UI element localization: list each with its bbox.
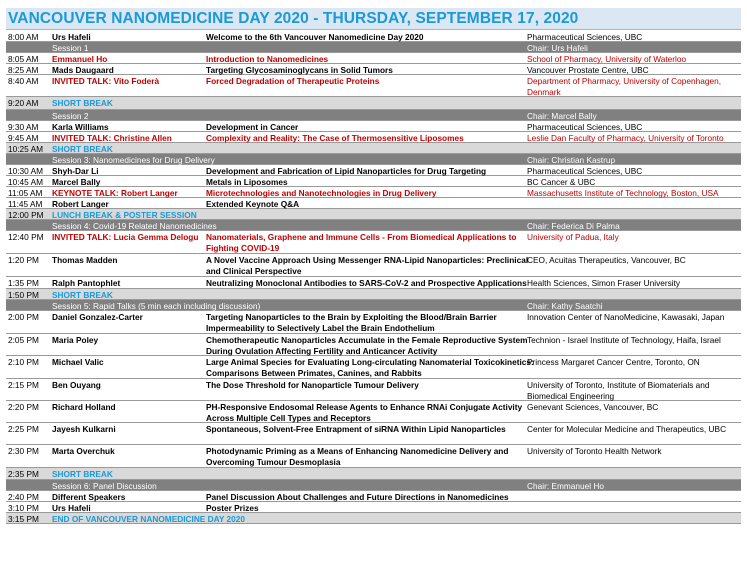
speaker-cell-line: Jayesh Kulkarni bbox=[52, 424, 116, 434]
affiliation-cell-line: Genevant Sciences, Vancouver, BC bbox=[527, 402, 659, 412]
talk-title-cell bbox=[206, 199, 299, 210]
speaker-cell-line: Ben Ouyang bbox=[52, 380, 101, 390]
talk-title-cell-line: PH-Responsive Endosomal Release Agents to Enhance RNAi Conjugate Activity bbox=[206, 402, 523, 412]
talk-title-cell-line: Development and Fabrication of Lipid Nanoparticles for Drug Targeting bbox=[206, 166, 487, 176]
schedule-row bbox=[6, 187, 741, 198]
time-cell-line: 2:30 PM bbox=[8, 446, 39, 456]
talk-title-cell bbox=[206, 65, 393, 76]
speaker-cell-line: INVITED TALK: Lucia Gemma Delogu bbox=[52, 232, 199, 242]
time-cell-line: 10:45 AM bbox=[8, 177, 44, 187]
talk-title-cell-line: Poster Prizes bbox=[206, 503, 259, 513]
affiliation-cell-line: University of Toronto Health Network bbox=[527, 446, 662, 456]
affiliation-cell-line: School of Pharmacy, University of Waterloo bbox=[527, 54, 687, 64]
speaker-cell bbox=[52, 380, 101, 391]
speaker-cell-line: Mads Daugaard bbox=[52, 65, 114, 75]
break-label-cell-line: SHORT BREAK bbox=[52, 98, 113, 108]
session-name-cell-line: Session 2 bbox=[52, 111, 89, 121]
talk-title-cell bbox=[206, 122, 298, 133]
session-chair-cell-line: Chair: Christian Kastrup bbox=[527, 155, 616, 165]
speaker-cell-line: Richard Holland bbox=[52, 402, 116, 412]
break-row bbox=[6, 468, 741, 480]
affiliation-cell-line: Leslie Dan Faculty of Pharmacy, University of Toronto bbox=[527, 133, 724, 143]
speaker-cell bbox=[52, 402, 116, 413]
talk-title-cell-line: Microtechnologies and Nanotechnologies in Drug Delivery bbox=[206, 188, 437, 198]
talk-title-cell bbox=[206, 335, 528, 356]
time-cell bbox=[8, 380, 39, 391]
talk-title-cell bbox=[206, 188, 437, 199]
time-cell-line: 3:10 PM bbox=[8, 503, 39, 513]
affiliation-cell-line: Department of Pharmacy, University of Copenhagen, bbox=[527, 76, 721, 86]
talk-title-cell-line: Forced Degradation of Therapeutic Proteins bbox=[206, 76, 380, 86]
break-label-cell-line: LUNCH BREAK & POSTER SESSION bbox=[52, 210, 197, 220]
break-label-cell bbox=[52, 469, 113, 480]
schedule-row bbox=[6, 176, 741, 187]
time-cell bbox=[8, 424, 39, 435]
speaker-cell bbox=[52, 122, 109, 133]
talk-title-cell bbox=[206, 255, 528, 276]
talk-title-cell-line: Complexity and Reality: The Case of Thermosensitive Liposomes bbox=[206, 133, 464, 143]
speaker-cell bbox=[52, 65, 114, 76]
time-cell-line: 1:35 PM bbox=[8, 278, 39, 288]
break-label-cell-line: END OF VANCOUVER NANOMEDICINE DAY 2020 bbox=[52, 514, 246, 524]
schedule-row bbox=[6, 356, 741, 379]
affiliation-cell bbox=[527, 255, 686, 266]
session-name-cell bbox=[52, 481, 157, 492]
affiliation-cell bbox=[527, 402, 658, 413]
session-chair-cell bbox=[527, 221, 620, 232]
affiliation-cell-line: Pharmaceutical Sciences, UBC bbox=[527, 122, 643, 132]
session-name-cell-line: Session 1 bbox=[52, 43, 89, 53]
schedule-row bbox=[6, 165, 741, 176]
schedule-row bbox=[6, 491, 741, 502]
affiliation-cell bbox=[527, 133, 724, 144]
speaker-cell-line: Karla Williams bbox=[52, 122, 109, 132]
speaker-cell-line: Urs Hafeli bbox=[52, 503, 91, 513]
time-cell-line: 2:35 PM bbox=[8, 469, 39, 479]
time-cell bbox=[8, 65, 38, 76]
session-name-cell bbox=[52, 155, 215, 166]
session-chair-cell bbox=[527, 301, 603, 312]
speaker-cell-line: Daniel Gonzalez-Carter bbox=[52, 312, 143, 322]
break-label-cell-line: SHORT BREAK bbox=[52, 290, 113, 300]
talk-title-cell bbox=[206, 424, 506, 435]
time-cell-line: 10:30 AM bbox=[8, 166, 44, 176]
talk-title-cell-line: Development in Cancer bbox=[206, 122, 299, 132]
time-cell-line: 2:20 PM bbox=[8, 402, 39, 412]
talk-title-cell bbox=[206, 76, 379, 87]
session-name-cell bbox=[52, 111, 88, 122]
talk-title-cell-line: Spontaneous, Solvent-Free Entrapment of siRNA Within Lipid Nanoparticles bbox=[206, 424, 506, 434]
session-chair-cell-line: Chair: Federica Di Palma bbox=[527, 221, 620, 231]
time-cell bbox=[8, 177, 43, 188]
affiliation-cell bbox=[527, 424, 726, 435]
speaker-cell bbox=[52, 255, 117, 266]
session-chair-cell bbox=[527, 481, 604, 492]
time-cell bbox=[8, 188, 42, 199]
affiliation-cell-line: Pharmaceutical Sciences, UBC bbox=[527, 166, 643, 176]
time-cell-line: 11:45 AM bbox=[8, 199, 43, 209]
schedule-table bbox=[6, 31, 741, 524]
time-cell bbox=[8, 166, 43, 177]
time-cell bbox=[8, 232, 44, 243]
speaker-cell bbox=[52, 166, 99, 177]
session-header-row bbox=[6, 480, 741, 491]
session-name-cell bbox=[52, 43, 88, 54]
speaker-cell bbox=[52, 76, 159, 87]
time-cell bbox=[8, 446, 39, 457]
break-label-cell bbox=[52, 514, 245, 525]
affiliation-cell bbox=[527, 177, 595, 188]
time-cell-line: 12:40 PM bbox=[8, 232, 44, 242]
break-label-cell-line: SHORT BREAK bbox=[52, 144, 113, 154]
time-cell-line: 3:15 PM bbox=[8, 514, 39, 524]
talk-title-cell-line: Targeting Nanoparticles to the Brain by Exploiting the Blood/Brain Barrier bbox=[206, 312, 497, 322]
affiliation-cell bbox=[527, 76, 721, 97]
speaker-cell-line: Marta Overchuk bbox=[52, 446, 115, 456]
speaker-cell-line: Emmanuel Ho bbox=[52, 54, 108, 64]
session-name-cell-line: Session 5: Rapid Talks (5 min each including discussion) bbox=[52, 301, 261, 311]
talk-title-cell-line: Targeting Glycosaminoglycans in Solid Tumors bbox=[206, 65, 393, 75]
schedule-row bbox=[6, 121, 741, 132]
time-cell bbox=[8, 210, 44, 221]
talk-title-cell-line-2: Comparisons Between Primates, Canines, and Rabbits bbox=[206, 367, 422, 378]
schedule-row bbox=[6, 277, 741, 289]
session-chair-cell-line: Chair: Marcel Bally bbox=[527, 111, 597, 121]
time-cell-line: 9:30 AM bbox=[8, 122, 39, 132]
speaker-cell bbox=[52, 312, 143, 323]
talk-title-cell-line-2: During Ovulation Affecting Fertility and Anticancer Activity bbox=[206, 345, 438, 356]
break-row bbox=[6, 209, 741, 220]
session-header-row bbox=[6, 154, 741, 165]
break-label-cell bbox=[52, 144, 113, 155]
affiliation-cell-line: BC Cancer & UBC bbox=[527, 177, 596, 187]
time-cell-line: 2:05 PM bbox=[8, 335, 39, 345]
speaker-cell-line: Marcel Bally bbox=[52, 177, 101, 187]
session-header-row bbox=[6, 220, 741, 231]
time-cell-line: 8:05 AM bbox=[8, 54, 39, 64]
talk-title-cell-line: Extended Keynote Q&A bbox=[206, 199, 300, 209]
time-cell bbox=[8, 278, 39, 289]
talk-title-cell bbox=[206, 232, 516, 253]
session-name-cell bbox=[52, 221, 217, 232]
speaker-cell bbox=[52, 424, 116, 435]
affiliation-cell bbox=[527, 335, 721, 346]
affiliation-cell bbox=[527, 446, 662, 457]
break-label-cell bbox=[52, 290, 113, 301]
schedule-row bbox=[6, 132, 741, 143]
talk-title-cell-line-2: and Clinical Perspective bbox=[206, 265, 302, 276]
talk-title-cell-line: Panel Discussion About Challenges and Future Directions in Nanomedicines bbox=[206, 492, 509, 502]
page-title: VANCOUVER NANOMEDICINE DAY 2020 - THURSDAY, SEPTEMBER 17, 2020 bbox=[6, 8, 741, 30]
time-cell bbox=[8, 492, 39, 503]
time-cell bbox=[8, 357, 39, 368]
affiliation-cell-line-2: Biomedical Engineering bbox=[527, 390, 615, 401]
time-cell-line: 10:25 AM bbox=[8, 144, 44, 154]
speaker-cell-line: INVITED TALK: Christine Allen bbox=[52, 133, 172, 143]
time-cell-line: 11:05 AM bbox=[8, 188, 43, 198]
time-cell bbox=[8, 335, 39, 346]
speaker-cell-line: Maria Poley bbox=[52, 335, 99, 345]
talk-title-cell bbox=[206, 492, 509, 503]
talk-title-cell-line: A Novel Vaccine Approach Using Messenger RNA-Lipid Nanoparticles: Preclinical bbox=[206, 255, 529, 265]
speaker-cell bbox=[52, 503, 91, 514]
talk-title-cell-line-2: Across Multiple Cell Types and Receptors bbox=[206, 412, 371, 423]
time-cell bbox=[8, 98, 38, 109]
session-chair-cell bbox=[527, 43, 588, 54]
time-cell-line: 12:00 PM bbox=[8, 210, 44, 220]
talk-title-cell bbox=[206, 278, 527, 289]
session-header-row bbox=[6, 300, 741, 311]
talk-title-cell-line: Nanomaterials, Graphene and Immune Cells - From Biomedical Applications to bbox=[206, 232, 517, 242]
talk-title-cell bbox=[206, 402, 522, 423]
speaker-cell bbox=[52, 278, 120, 289]
time-cell bbox=[8, 32, 38, 43]
speaker-cell bbox=[52, 32, 91, 43]
speaker-cell bbox=[52, 357, 104, 368]
break-label-cell bbox=[52, 98, 113, 109]
time-cell bbox=[8, 290, 39, 301]
talk-title-cell bbox=[206, 177, 288, 188]
time-cell-line: 2:15 PM bbox=[8, 380, 39, 390]
time-cell-line: 9:45 AM bbox=[8, 133, 39, 143]
affiliation-cell bbox=[527, 122, 642, 133]
talk-title-cell-line: Large Animal Species for Evaluating Long-circulating Nanomaterial Toxicokinetics: bbox=[206, 357, 534, 367]
affiliation-cell-line: Massachusetts Institute of Technology, Boston, USA bbox=[527, 188, 719, 198]
talk-title-cell bbox=[206, 446, 508, 467]
session-name-cell-line: Session 3: Nanomedicines for Drug Delivery bbox=[52, 155, 215, 165]
talk-title-cell bbox=[206, 32, 424, 43]
session-chair-cell bbox=[527, 155, 615, 166]
talk-title-cell-line: Neutralizing Monoclonal Antibodies to SARS-CoV-2 and Prospective Applications bbox=[206, 278, 527, 288]
affiliation-cell bbox=[527, 278, 680, 289]
affiliation-cell bbox=[527, 32, 642, 43]
schedule-row bbox=[6, 334, 741, 356]
talk-title-cell bbox=[206, 54, 328, 65]
speaker-cell-line: Shyh-Dar Li bbox=[52, 166, 99, 176]
speaker-cell-line: INVITED TALK: Vito Foderà bbox=[52, 76, 160, 86]
talk-title-cell bbox=[206, 503, 259, 514]
speaker-cell bbox=[52, 232, 198, 243]
time-cell bbox=[8, 469, 39, 480]
affiliation-cell-line: Princess Margaret Cancer Centre, Toronto, ON bbox=[527, 357, 700, 367]
break-label-cell-line: SHORT BREAK bbox=[52, 469, 113, 479]
time-cell-line: 8:25 AM bbox=[8, 65, 39, 75]
talk-title-cell-line-2: Overcoming Tumour Desmoplasia bbox=[206, 456, 341, 467]
speaker-cell bbox=[52, 54, 107, 65]
affiliation-cell-line: Vancouver Prostate Centre, UBC bbox=[527, 65, 649, 75]
schedule-row bbox=[6, 502, 741, 513]
talk-title-cell bbox=[206, 166, 486, 177]
affiliation-cell bbox=[527, 312, 724, 323]
break-row bbox=[6, 143, 741, 154]
speaker-cell-line: KEYNOTE TALK: Robert Langer bbox=[52, 188, 178, 198]
time-cell-line: 1:50 PM bbox=[8, 290, 39, 300]
time-cell bbox=[8, 144, 43, 155]
schedule-row bbox=[6, 254, 741, 277]
affiliation-cell-line: CEO, Acuitas Therapeutics, Vancouver, BC bbox=[527, 255, 686, 265]
session-header-row bbox=[6, 110, 741, 121]
talk-title-cell-line: Metals in Liposomes bbox=[206, 177, 288, 187]
time-cell bbox=[8, 312, 39, 323]
talk-title-cell bbox=[206, 380, 419, 391]
time-cell bbox=[8, 76, 38, 87]
affiliation-cell-line: Technion - Israel Institute of Technology, Haifa, Israel bbox=[527, 335, 721, 345]
affiliation-cell-line: University of Padua, Italy bbox=[527, 232, 619, 242]
schedule-row bbox=[6, 75, 741, 97]
affiliation-cell bbox=[527, 357, 700, 368]
schedule-row bbox=[6, 401, 741, 423]
talk-title-cell-line-2: Fighting COVID-19 bbox=[206, 242, 280, 253]
break-label-cell bbox=[52, 210, 197, 221]
affiliation-cell bbox=[527, 188, 719, 199]
talk-title-cell bbox=[206, 312, 497, 333]
session-name-cell-line: Session 4: Covid-19 Related Nanomedicines bbox=[52, 221, 217, 231]
talk-title-cell bbox=[206, 133, 464, 144]
affiliation-cell bbox=[527, 166, 642, 177]
time-cell bbox=[8, 199, 42, 210]
time-cell-line: 2:00 PM bbox=[8, 312, 39, 322]
session-chair-cell-line: Chair: Emmanuel Ho bbox=[527, 481, 605, 491]
time-cell bbox=[8, 255, 39, 266]
affiliation-cell-line: Innovation Center of NanoMedicine, Kawasaki, Japan bbox=[527, 312, 725, 322]
affiliation-cell bbox=[527, 54, 686, 65]
break-row bbox=[6, 97, 741, 110]
speaker-cell bbox=[52, 177, 100, 188]
speaker-cell bbox=[52, 133, 172, 144]
time-cell-line: 2:40 PM bbox=[8, 492, 39, 502]
schedule-row bbox=[6, 31, 741, 42]
time-cell-line: 8:00 AM bbox=[8, 32, 39, 42]
schedule-row bbox=[6, 64, 741, 75]
time-cell-line: 9:20 AM bbox=[8, 98, 39, 108]
talk-title-cell bbox=[206, 357, 534, 378]
schedule-row bbox=[6, 53, 741, 64]
talk-title-cell-line-2: Impermeability to Selectively Label the Brain Endothelium bbox=[206, 322, 435, 333]
talk-title-cell-line: Welcome to the 6th Vancouver Nanomedicine Day 2020 bbox=[206, 32, 424, 42]
schedule-row bbox=[6, 445, 741, 468]
schedule-row bbox=[6, 423, 741, 445]
talk-title-cell-line: Photodynamic Priming as a Means of Enhancing Nanomedicine Delivery and bbox=[206, 446, 509, 456]
schedule-row bbox=[6, 198, 741, 209]
break-row bbox=[6, 513, 741, 524]
affiliation-cell-line-2: Denmark bbox=[527, 86, 561, 97]
speaker-cell-line: Thomas Madden bbox=[52, 255, 118, 265]
speaker-cell-line: Urs Hafeli bbox=[52, 32, 91, 42]
talk-title-cell-line: Introduction to Nanomedicines bbox=[206, 54, 329, 64]
session-header-row bbox=[6, 42, 741, 53]
time-cell bbox=[8, 122, 38, 133]
session-name-cell-line: Session 6: Panel Discussion bbox=[52, 481, 157, 491]
session-chair-cell-line: Chair: Urs Hafeli bbox=[527, 43, 588, 53]
schedule-row bbox=[6, 379, 741, 401]
session-chair-cell-line: Chair: Kathy Saatchi bbox=[527, 301, 603, 311]
break-row bbox=[6, 289, 741, 300]
speaker-cell bbox=[52, 188, 178, 199]
affiliation-cell bbox=[527, 232, 619, 243]
time-cell-line: 8:40 AM bbox=[8, 76, 39, 86]
affiliation-cell bbox=[527, 380, 709, 401]
affiliation-cell-line: Center for Molecular Medicine and Therapeutics, UBC bbox=[527, 424, 727, 434]
schedule-row bbox=[6, 231, 741, 254]
affiliation-cell bbox=[527, 65, 649, 76]
time-cell bbox=[8, 503, 39, 514]
speaker-cell-line: Ralph Pantophlet bbox=[52, 278, 121, 288]
speaker-cell-line: Michael Valic bbox=[52, 357, 104, 367]
time-cell bbox=[8, 514, 39, 525]
speaker-cell bbox=[52, 492, 125, 503]
schedule-row bbox=[6, 311, 741, 334]
speaker-cell bbox=[52, 446, 115, 457]
affiliation-cell-line: Pharmaceutical Sciences, UBC bbox=[527, 32, 643, 42]
speaker-cell-line: Robert Langer bbox=[52, 199, 109, 209]
talk-title-cell-line: Chemotherapeutic Nanoparticles Accumulate in the Female Reproductive System bbox=[206, 335, 528, 345]
speaker-cell-line: Different Speakers bbox=[52, 492, 126, 502]
speaker-cell bbox=[52, 199, 109, 210]
speaker-cell bbox=[52, 335, 98, 346]
time-cell-line: 1:20 PM bbox=[8, 255, 39, 265]
session-chair-cell bbox=[527, 111, 597, 122]
time-cell-line: 2:10 PM bbox=[8, 357, 39, 367]
time-cell bbox=[8, 402, 39, 413]
time-cell bbox=[8, 133, 38, 144]
time-cell-line: 2:25 PM bbox=[8, 424, 39, 434]
affiliation-cell-line: University of Toronto, Institute of Biomaterials and bbox=[527, 380, 710, 390]
talk-title-cell-line: The Dose Threshold for Nanoparticle Tumour Delivery bbox=[206, 380, 419, 390]
session-name-cell bbox=[52, 301, 260, 312]
affiliation-cell-line: Health Sciences, Simon Fraser University bbox=[527, 278, 681, 288]
time-cell bbox=[8, 54, 38, 65]
